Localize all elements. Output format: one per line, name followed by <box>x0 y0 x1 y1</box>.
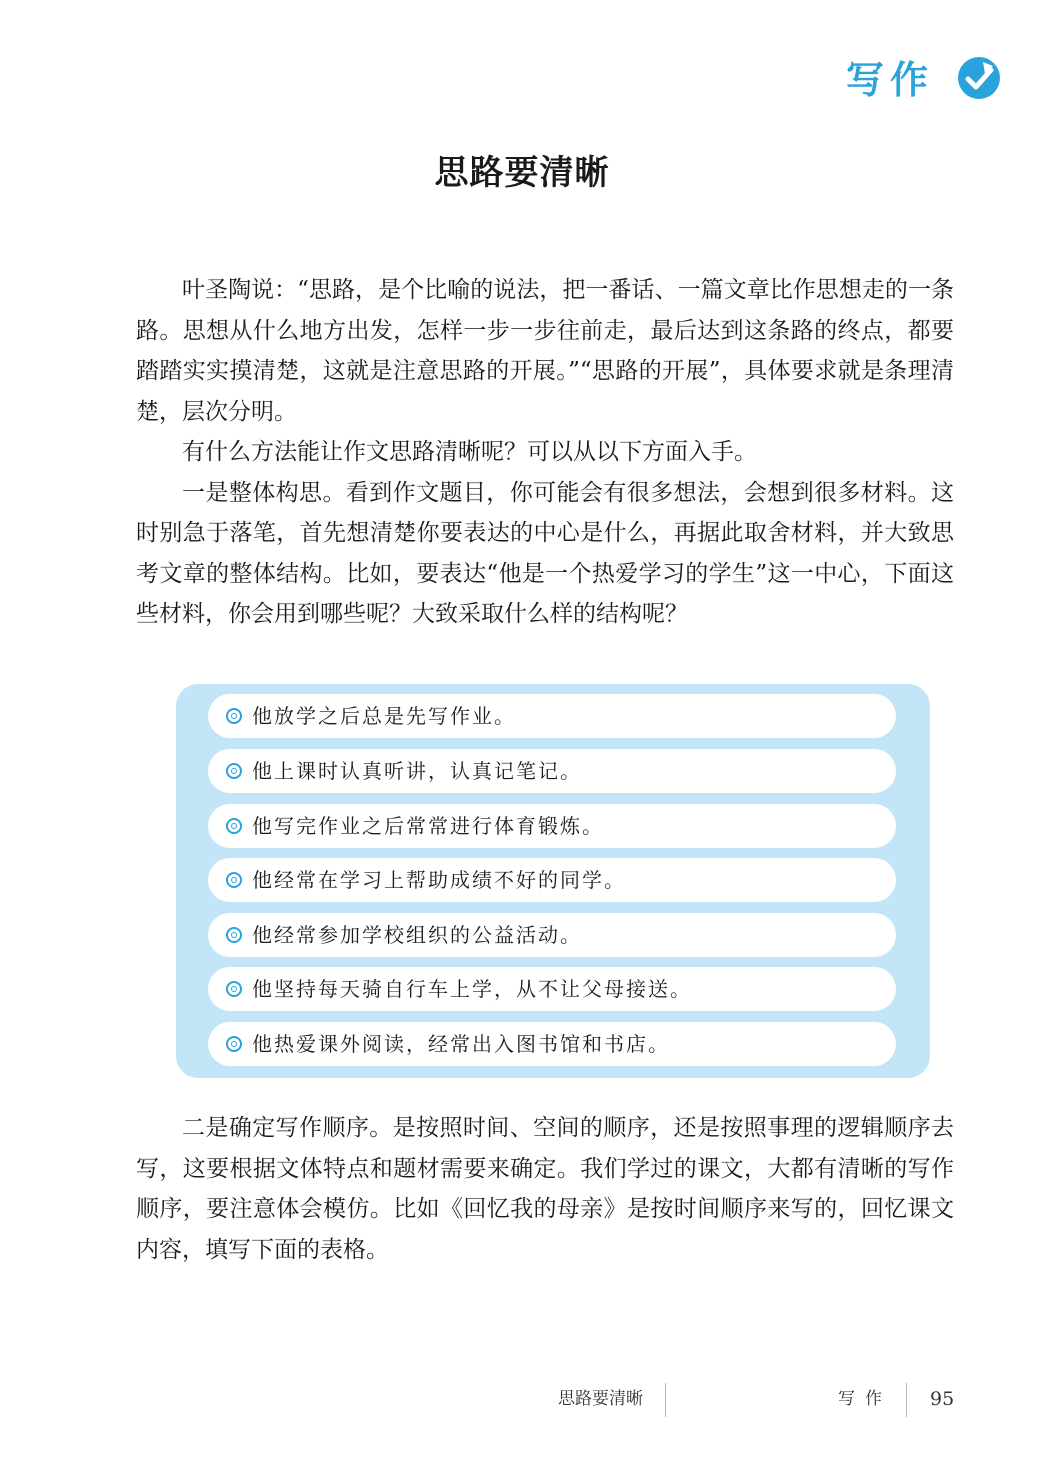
material-text: 他热爱课外阅读，经常出入图书馆和书店。 <box>252 1032 670 1056</box>
circle-bullet-icon <box>226 818 242 834</box>
material-item <box>208 694 896 738</box>
material-item <box>208 804 896 848</box>
section-label: 写作 <box>845 58 934 102</box>
materials-panel <box>176 684 930 1078</box>
paragraph: 一是整体构思。看到作文题目，你可能会有很多想法，会想到很多材料。这时别急于落笔，首先想清楚你要表达的中心是什么，再据此取舍材料，并大致思考文章的整体结构。比如，要表达“他是一个热爱学习的学生”这一中心，下面这些材料，你会用到哪些呢？大致采取什么样的结构呢？ <box>136 479 954 627</box>
paragraph: 二是确定写作顺序。是按照时间、空间的顺序，还是按照事理的逻辑顺序去写，这要根据文体特点和题材需要来确定。我们学过的课文，大都有清晰的写作顺序，要注意体会模仿。比如《回忆我的母亲》是按时间顺序来写的，回忆课文内容，填写下面的表格。 <box>136 1115 954 1263</box>
footer-divider <box>906 1383 907 1417</box>
material-text: 他经常参加学校组织的公益活动。 <box>252 923 582 947</box>
material-text: 他写完作业之后常常进行体育锻炼。 <box>252 814 604 838</box>
page-title: 思路要清晰 <box>434 153 610 193</box>
material-text: 他上课时认真听讲，认真记笔记。 <box>252 759 582 783</box>
material-text: 他放学之后总是先写作业。 <box>252 704 516 728</box>
circle-bullet-icon <box>226 1036 242 1052</box>
circle-bullet-icon <box>226 708 242 724</box>
circle-bullet-icon <box>226 763 242 779</box>
footer-section: 写作 <box>838 1389 892 1409</box>
footer-divider <box>665 1383 666 1417</box>
material-item <box>208 1022 896 1066</box>
material-item <box>208 967 896 1011</box>
page-number: 95 <box>930 1388 955 1410</box>
intro-text <box>136 270 954 635</box>
circle-bullet-icon <box>226 927 242 943</box>
circle-bullet-icon <box>226 981 242 997</box>
material-item <box>208 858 896 902</box>
paragraph: 叶圣陶说：“思路，是个比喻的说法，把一番话、一篇文章比作思想走的一条路。思想从什么地方出发，怎样一步一步往前走，最后达到这条路的终点，都要踏踏实实摸清楚，这就是注意思路的开展。”“思路的开展”，具体要求就是条理清楚，层次分明。 <box>136 277 954 425</box>
footer-title: 思路要清晰 <box>558 1389 643 1409</box>
material-text: 他坚持每天骑自行车上学，从不让父母接送。 <box>252 977 692 1001</box>
material-item <box>208 749 896 793</box>
pen-check-icon <box>955 54 1003 102</box>
material-text: 他经常在学习上帮助成绩不好的同学。 <box>252 868 626 892</box>
circle-bullet-icon <box>226 872 242 888</box>
order-text <box>136 1108 954 1270</box>
paragraph: 有什么方法能让作文思路清晰呢？可以从以下方面入手。 <box>182 439 757 465</box>
material-item <box>208 913 896 957</box>
